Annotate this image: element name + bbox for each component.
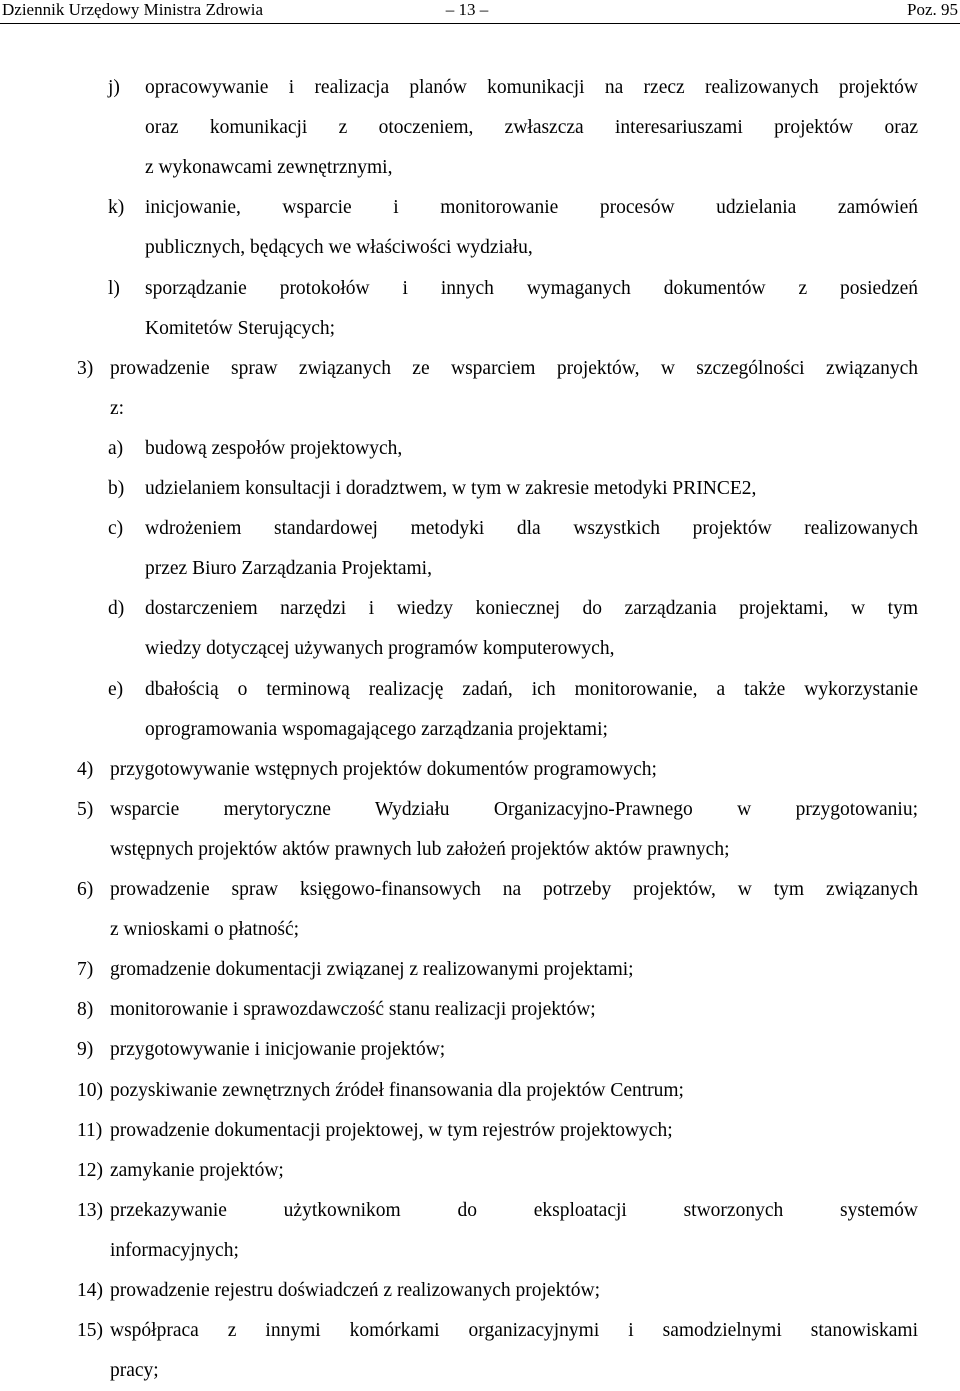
list-marker: 8) (77, 999, 94, 1021)
journal-title: Dziennik Urzędowy Ministra Zdrowia (2, 0, 264, 19)
list-marker: j) (108, 77, 120, 98)
text-line: z wykonawcami zewnętrznymi, (145, 157, 393, 179)
list-marker: l) (108, 277, 120, 299)
text-line: z: (110, 397, 125, 419)
text-line: sporządzanie protokołów i innych wymaganych dokumentów z posiedzeń (145, 277, 918, 299)
text-line: pracy; (110, 1360, 159, 1382)
text-line: dbałością o terminową realizację zadań, ich monitorowanie, a także wykorzystanie (145, 678, 918, 700)
text-line: przekazywanie użytkownikom do eksploatacji stworzonych systemów (110, 1199, 918, 1221)
text-line: monitorowanie i sprawozdawczość stanu realizacji projektów; (110, 999, 596, 1021)
list-marker: 15) (77, 1320, 103, 1342)
list-marker: d) (108, 598, 125, 620)
list-marker: 9) (77, 1039, 94, 1061)
text-line: inicjowanie, wsparcie i monitorowanie procesów udzielania zamówień (145, 197, 918, 219)
text-line: przygotowywanie wstępnych projektów dokumentów programowych; (110, 758, 657, 780)
list-marker: 10) (77, 1079, 103, 1101)
text-line: oprogramowania wspomagającego zarządzania projektami; (145, 718, 608, 740)
text-line: wstępnych projektów aktów prawnych lub założeń projektów aktów prawnych; (110, 838, 730, 860)
text-line: z wnioskami o płatność; (110, 919, 300, 941)
list-marker: 7) (77, 959, 94, 981)
list-marker: 4) (77, 758, 94, 780)
text-line: dostarczeniem narzędzi i wiedzy koniecznej do zarządzania projektami, w tym (145, 598, 918, 620)
text-line: wiedzy dotyczącej używanych programów komputerowych, (145, 638, 615, 660)
text-line: zamykanie projektów; (110, 1159, 284, 1181)
text-line: współpraca z innymi komórkami organizacyjnymi i samodzielnymi stanowiskami (110, 1320, 918, 1342)
text-line: Komitetów Sterujących; (145, 317, 336, 339)
list-marker: 3) (77, 357, 94, 379)
list-marker: 14) (77, 1280, 103, 1301)
text-line: prowadzenie rejestru doświadczeń z realizowanych projektów; (110, 1280, 600, 1301)
text-line: gromadzenie dokumentacji związanej z realizowanymi projektami; (110, 959, 634, 981)
text-line: opracowywanie i realizacja planów komunikacji na rzecz realizowanych projektów (145, 77, 918, 98)
list-marker: b) (108, 478, 125, 499)
text-line: publicznych, będących we właściwości wydziału, (145, 237, 533, 259)
text-line: oraz komunikacji z otoczeniem, zwłaszcza interesariuszami projektów oraz (145, 117, 918, 139)
text-line: informacyjnych; (110, 1239, 239, 1261)
text-line: prowadzenie dokumentacji projektowej, w tym rejestrów projektowych; (110, 1119, 673, 1141)
list-marker: 6) (77, 879, 94, 900)
position-number: Poz. 95 (907, 0, 958, 19)
text-line: przez Biuro Zarządzania Projektami, (145, 558, 432, 580)
list-marker: 13) (77, 1199, 103, 1221)
list-marker: c) (108, 518, 124, 540)
list-marker: 11) (77, 1119, 103, 1141)
header-rule (0, 23, 960, 24)
list-marker: 5) (77, 798, 94, 820)
list-marker: k) (108, 197, 125, 219)
list-marker: e) (108, 678, 124, 700)
text-line: prowadzenie spraw księgowo-finansowych na potrzeby projektów, w tym związanych (110, 879, 918, 900)
text-line: budową zespołów projektowych, (145, 437, 403, 459)
list-marker: 12) (77, 1159, 103, 1181)
text-line: prowadzenie spraw związanych ze wsparciem projektów, w szczególności związanych (110, 357, 918, 379)
text-line: udzielaniem konsultacji i doradztwem, w tym w zakresie metodyki PRINCE2, (145, 478, 757, 499)
page-number: – 13 – (445, 0, 489, 19)
text-line: wsparcie merytoryczne Wydziału Organizacyjno-Prawnego w przygotowaniu; (110, 798, 918, 820)
text-line: przygotowywanie i inicjowanie projektów; (110, 1039, 446, 1061)
text-line: wdrożeniem standardowej metodyki dla wszystkich projektów realizowanych (145, 518, 918, 540)
text-line: pozyskiwanie zewnętrznych źródeł finansowania dla projektów Centrum; (110, 1079, 684, 1101)
list-marker: a) (108, 437, 124, 459)
